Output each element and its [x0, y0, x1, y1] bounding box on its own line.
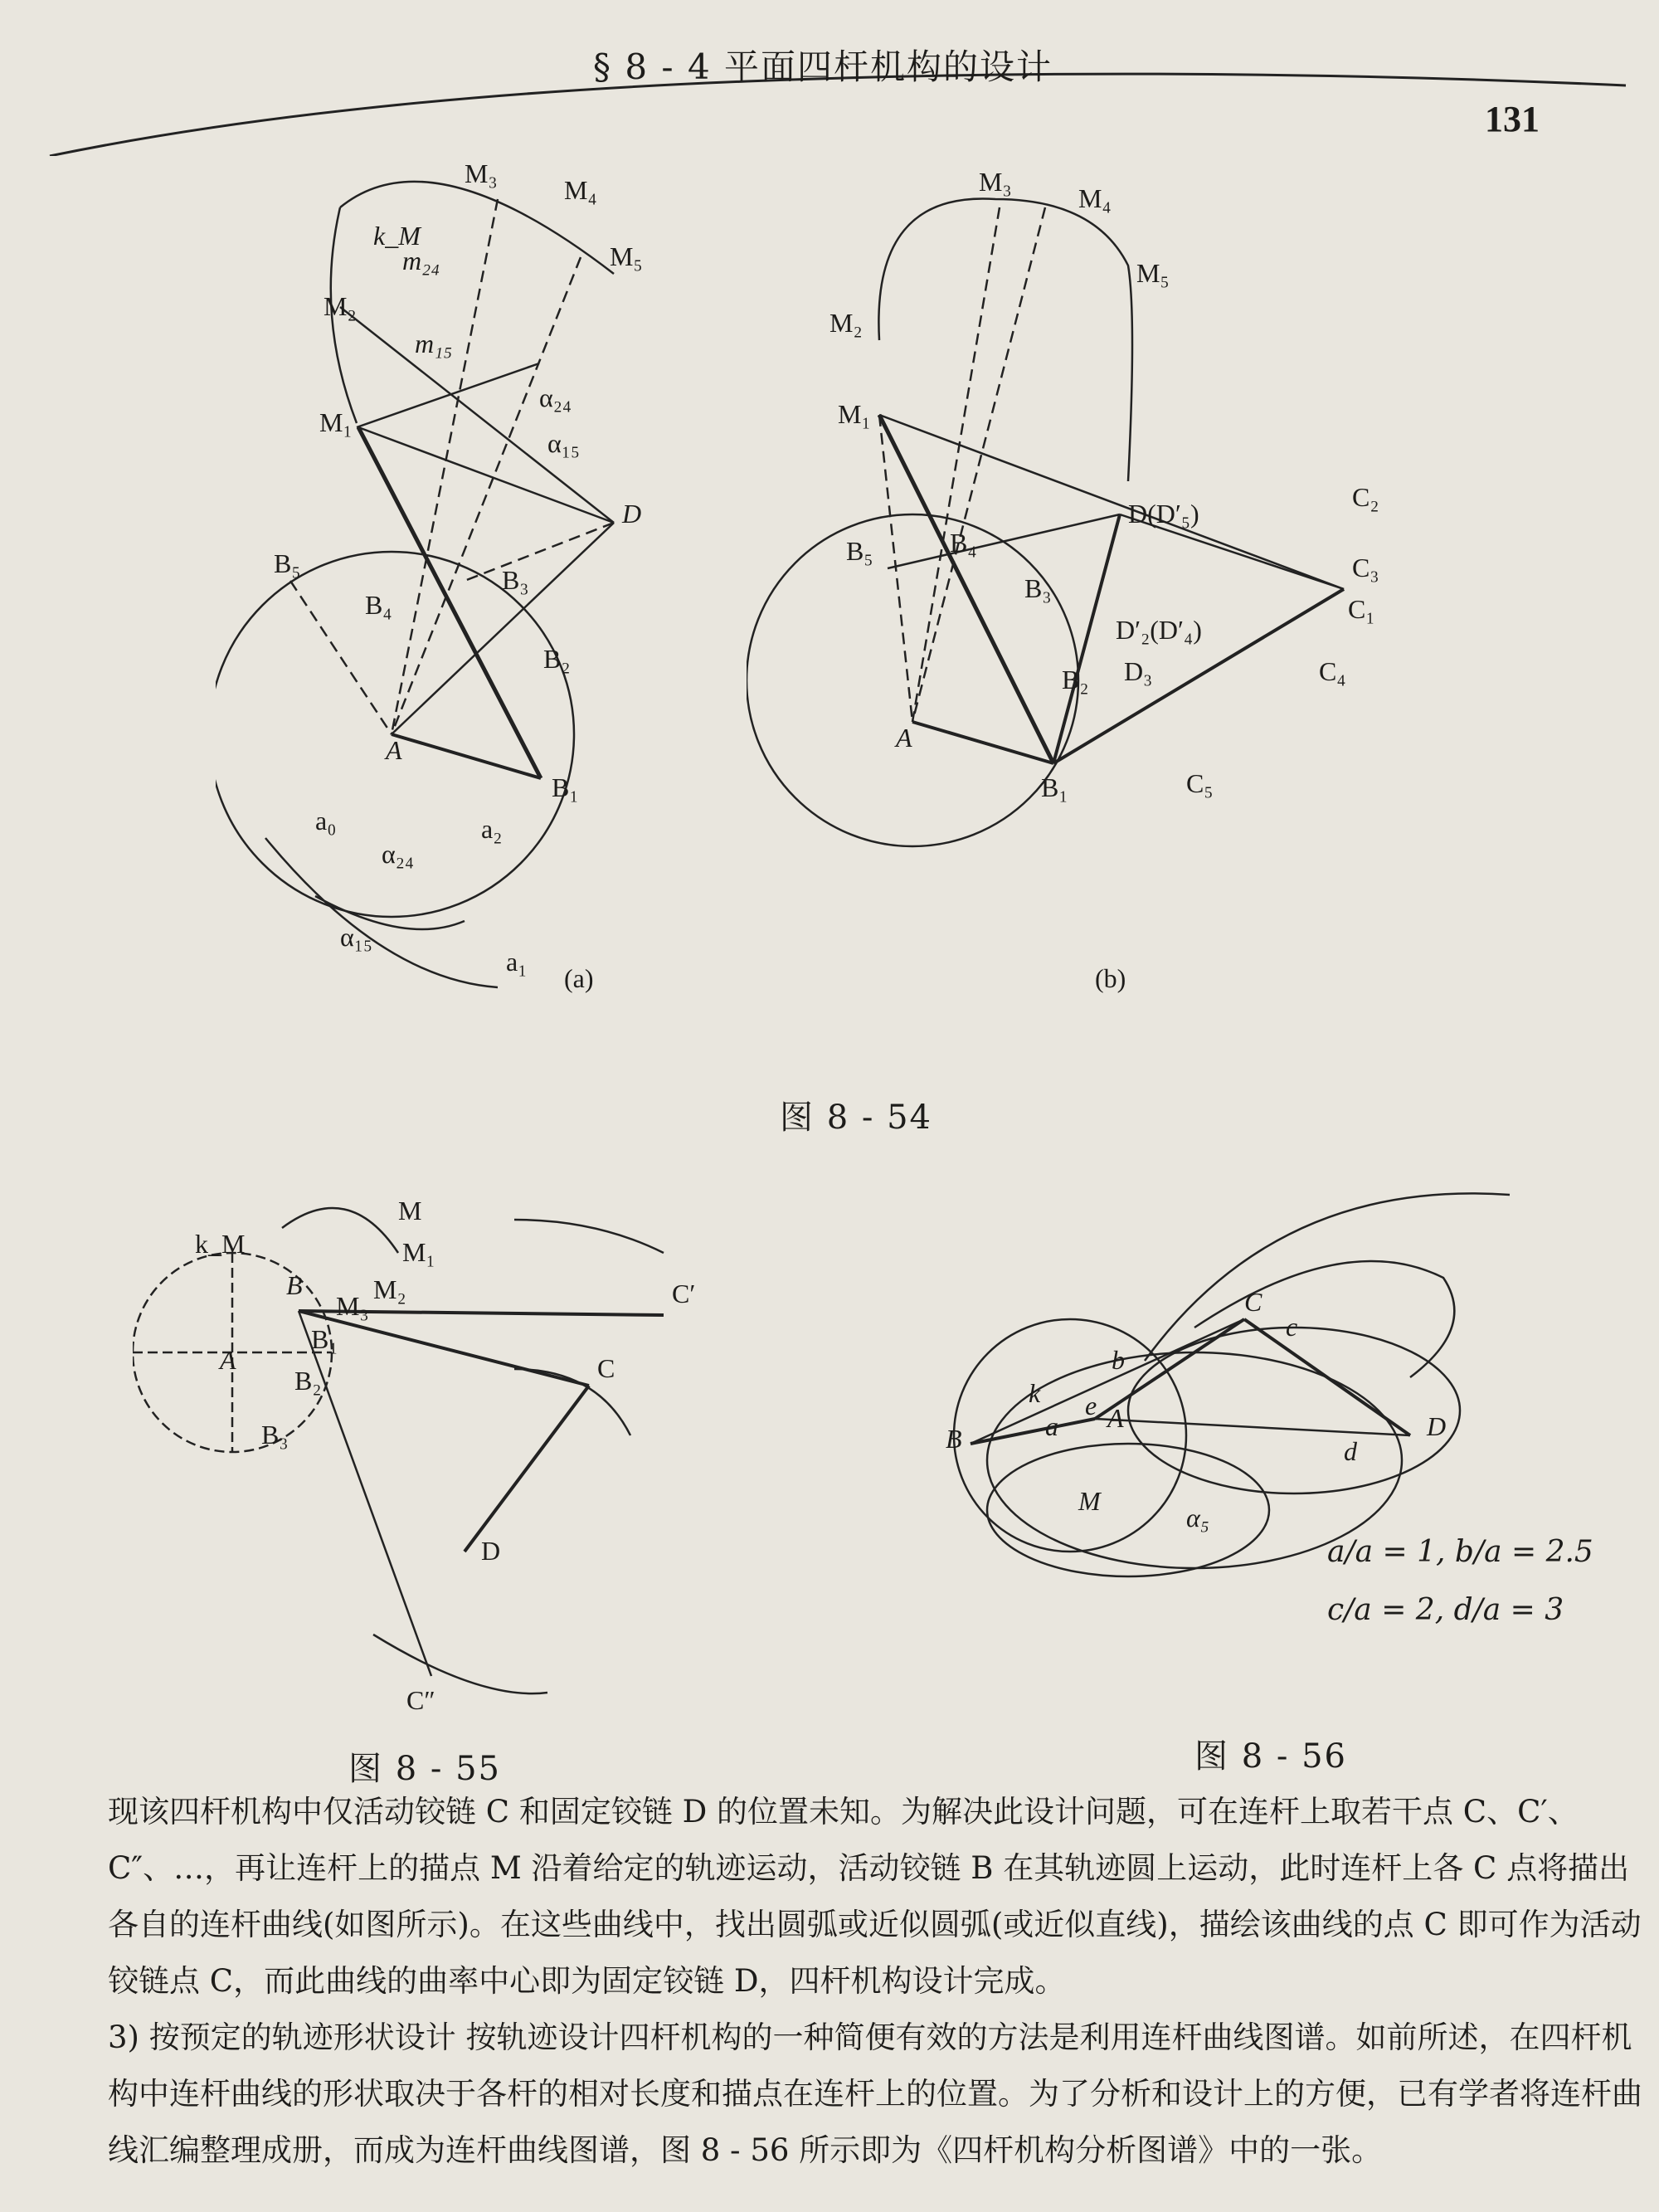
label-D2-D4: D′₂(D′₄): [1116, 615, 1202, 645]
figure-8-56: [946, 1162, 1576, 1759]
label-a0: a₀: [315, 806, 337, 836]
label-B: B: [286, 1270, 303, 1300]
caption-figure-8-54: 图 8 - 54: [780, 1099, 933, 1137]
label-C4: C₄: [1319, 656, 1346, 686]
figure-8-56-legend-ratio-2: c/a = 2, d/a = 3: [1327, 1593, 1564, 1627]
figure-8-55: [133, 1162, 730, 1759]
label-M4: M₄: [1078, 183, 1112, 213]
label-D3: D₃: [1124, 656, 1153, 686]
label-k: k: [1029, 1378, 1041, 1408]
label-M1: M₁: [319, 407, 353, 437]
label-M3: M₃: [979, 167, 1012, 197]
section-title: § 8 - 4 平面四杆机构的设计: [593, 46, 1053, 87]
label-C5: C₅: [1186, 768, 1214, 798]
label-M2: M₂: [373, 1274, 406, 1304]
label-A: A: [896, 723, 912, 753]
label-a2: a₂: [481, 814, 503, 844]
label-M5: M₅: [1136, 258, 1170, 288]
label-B4: B₄: [950, 528, 977, 558]
label-e: e: [1085, 1391, 1097, 1420]
label-D: D: [622, 499, 642, 529]
figure-8-54b: [747, 149, 1410, 1029]
label-C: C: [597, 1353, 615, 1383]
label-c: c: [1286, 1312, 1298, 1342]
label-C-prime: C′: [672, 1279, 696, 1308]
label-D: D: [1427, 1411, 1447, 1441]
paragraph-2: 3) 按预定的轨迹形状设计 按轨迹设计四杆机构的一种简便有效的方法是利用连杆曲线图谱。如前所述，在四杆机构中连杆曲线的形状取决于各杆的相对长度和描点在连杆上的位置。为了分析和设计上的方便，已有学者将连杆曲线汇编整理成册，而成为连杆曲线图谱，图 8 - 56 所示即为《四杆机构分析图谱》中的一张。: [108, 2020, 1642, 2168]
label-M3: M₃: [336, 1291, 369, 1321]
label-B5: B₅: [274, 548, 301, 578]
label-alpha5: α₅: [1186, 1503, 1209, 1532]
label-M3: M₃: [465, 158, 498, 188]
label-A: A: [386, 735, 402, 765]
paragraph-1: 现该四杆机构中仅活动铰链 C 和固定铰链 D 的位置未知。为解决此设计问题，可在连杆上取若干点 C、C′、C″、…，再让连杆上的描点 M 沿着给定的轨迹运动，活动铰链 B 在其轨迹圆上运动，此时连杆上各 C 点将描出各自的连杆曲线(如图所示)。在这些曲线中，找出圆弧或近似圆弧(或近似直线)，描绘该曲线的点 C 即可作为活动铰链点 C，而此曲线的曲率中心即为固定铰链 D，四杆机构设计完成。: [108, 1794, 1642, 1999]
label-B1: B₁: [552, 772, 579, 802]
label-a1: a₁: [506, 947, 528, 977]
label-B2: B₂: [1062, 665, 1089, 694]
label-M1: M₁: [402, 1237, 435, 1267]
label-C1: C₁: [1348, 594, 1375, 624]
label-C2: C₂: [1352, 482, 1379, 512]
label-B1: B₁: [311, 1324, 338, 1354]
label-alpha24: α₂₄: [539, 382, 572, 412]
label-M5: M₅: [610, 241, 643, 271]
label-kM: k_M: [373, 221, 421, 251]
label-B2: B₂: [294, 1366, 322, 1396]
label-M: M: [398, 1196, 422, 1225]
label-d: d: [1344, 1436, 1357, 1466]
label-alpha24-lower: α₂₄: [382, 839, 415, 869]
label-B3: B₃: [261, 1420, 289, 1449]
label-M2: M₂: [830, 308, 863, 338]
label-M: M: [1078, 1486, 1101, 1516]
label-alpha15-lower: α₁₅: [340, 922, 373, 952]
body-text: [66, 1784, 1642, 2179]
label-alpha15: α₁₅: [547, 428, 581, 458]
label-B: B: [946, 1424, 962, 1454]
label-B5: B₅: [846, 536, 873, 566]
label-b: b: [1112, 1345, 1125, 1375]
label-C: C: [1244, 1287, 1262, 1317]
label-B1: B₁: [1041, 772, 1068, 802]
label-M2: M₂: [324, 291, 357, 321]
page-header: [0, 23, 1659, 156]
label-M1: M₁: [838, 399, 871, 429]
caption-figure-8-55: 图 8 - 55: [348, 1750, 502, 1788]
label-B3: B₃: [1024, 573, 1052, 603]
label-B3: B₃: [502, 565, 529, 595]
panel-b-label: (b): [1095, 963, 1126, 993]
label-B4: B₄: [365, 590, 392, 620]
label-A: A: [220, 1345, 236, 1375]
label-D: D: [481, 1536, 501, 1566]
figure-8-56-legend-ratio-1: a/a = 1, b/a = 2.5: [1327, 1535, 1593, 1569]
page-number: 131: [1485, 99, 1540, 139]
label-M4: M₄: [564, 175, 597, 205]
panel-a-label: (a): [564, 963, 594, 993]
label-A: A: [1107, 1403, 1124, 1433]
label-m15: m₁₅: [415, 329, 453, 358]
label-C-double: C″: [406, 1685, 435, 1715]
label-m24: m₂₄: [402, 246, 440, 275]
label-kM: k_M: [195, 1229, 246, 1259]
figure-8-54a: [216, 149, 680, 1029]
label-C3: C₃: [1352, 553, 1379, 582]
label-D-D5: D(D′₅): [1128, 499, 1199, 529]
label-B2: B₂: [543, 644, 571, 674]
label-a: a: [1045, 1411, 1058, 1441]
caption-figure-8-56: 图 8 - 56: [1194, 1737, 1348, 1776]
